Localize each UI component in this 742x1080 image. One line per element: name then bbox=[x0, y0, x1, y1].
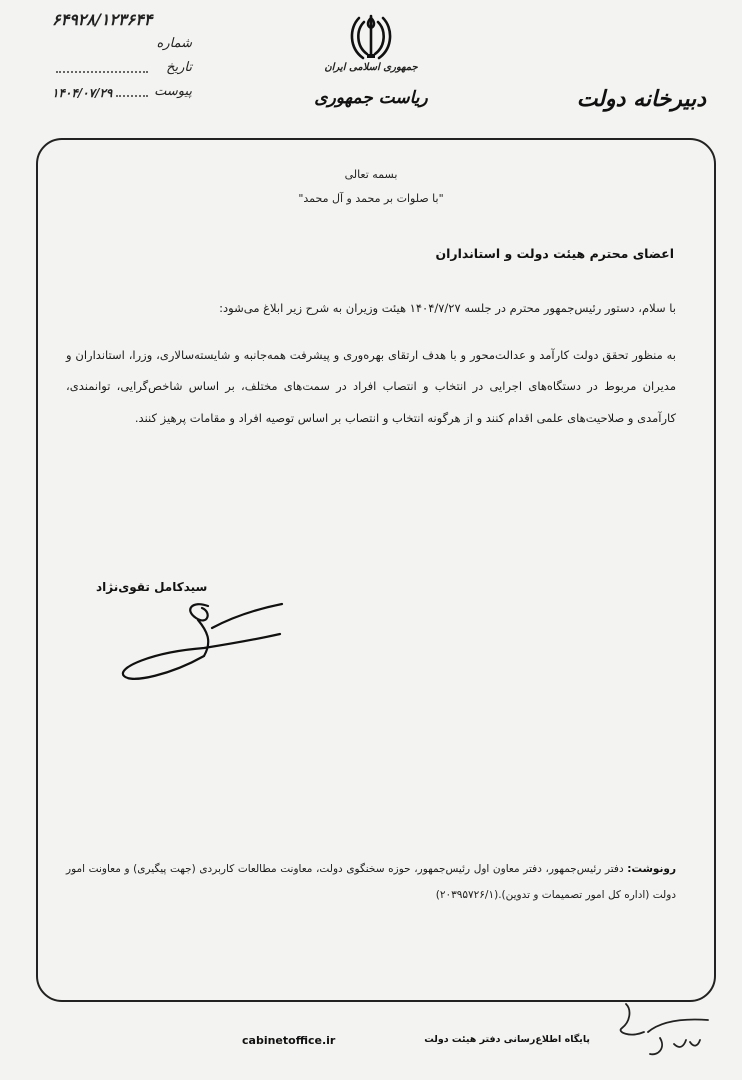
letter-meta bbox=[52, 8, 192, 104]
cc-label: رونوشت: bbox=[627, 863, 676, 875]
date-dotted-line bbox=[56, 71, 148, 73]
attachment-dotted-line bbox=[116, 95, 148, 97]
intro-line: با سلام، دستور رئیس‌جمهور محترم در جلسه ۱۴۰۴/۷/۲۷ هیئت وزیران به شرح زیر ابلاغ می‌شود: bbox=[219, 301, 676, 315]
handwritten-signature-icon bbox=[112, 598, 292, 690]
footer-website: cabinetoffice.ir bbox=[242, 1034, 336, 1047]
recipients-heading: اعضای محترم هیئت دولت و استانداران bbox=[435, 246, 674, 261]
number-row bbox=[52, 8, 192, 32]
bismillah: بسمه تعالی bbox=[344, 168, 398, 181]
number-label: شماره bbox=[156, 36, 192, 51]
body-paragraph: به منظور تحقق دولت کارآمد و عدالت‌محور و با هدف ارتقای بهره‌وری و پیشرفت همه‌جانبه و شایسته‌سالاری، وزرا، استانداران و مدیران مربوط در دستگاه‌های اجرایی در انتخاب و انتصاب افراد در سمت‌های مختلف، بر اساس شاخص‌گرایی، توانمندی، کارآمدی و صلاحیت‌های علمی اقدام کنند و از هرگونه انتخاب و انتصاب بر اساس توصیه افراد و مقامات پرهیز کنند. bbox=[66, 348, 676, 425]
number-value: ۶۴۹۲۸/۱۲۳۶۴۴ bbox=[52, 10, 153, 29]
signer-name: سیدکامل تقوی‌نژاد bbox=[96, 580, 208, 594]
cc-block bbox=[66, 856, 676, 908]
iran-emblem-icon bbox=[347, 10, 395, 62]
number-label-row bbox=[52, 32, 192, 56]
cc-text: دفتر رئیس‌جمهور، دفتر معاون اول رئیس‌جمهور، حوزه سخنگوی دولت، معاونت مطالعات کاربردی (جهت پیگیری) و معاونت امور دولت (اداره کل امور تصمیمات و تدوین).(۲۰۳۹۵۷۲۶/۱) bbox=[66, 863, 676, 901]
date-row bbox=[52, 56, 192, 80]
secretariat-title: دبیرخانه دولت bbox=[576, 86, 706, 112]
attachment-row bbox=[52, 80, 192, 104]
date-label: تاریخ bbox=[166, 60, 192, 75]
attachment-label: پیوست bbox=[154, 84, 192, 99]
republic-title: جمهوری اسلامی ایران bbox=[324, 62, 418, 73]
footer-caption: پایگاه اطلاع‌رسانی دفتر هیئت دولت bbox=[424, 1034, 590, 1045]
handwritten-initials-icon bbox=[600, 998, 720, 1070]
salawat: "با صلوات بر محمد و آل محمد" bbox=[298, 192, 444, 205]
presidency-title: ریاست جمهوری bbox=[314, 88, 428, 108]
attachment-value: ۱۴۰۴/۰۷/۲۹ bbox=[52, 86, 113, 100]
